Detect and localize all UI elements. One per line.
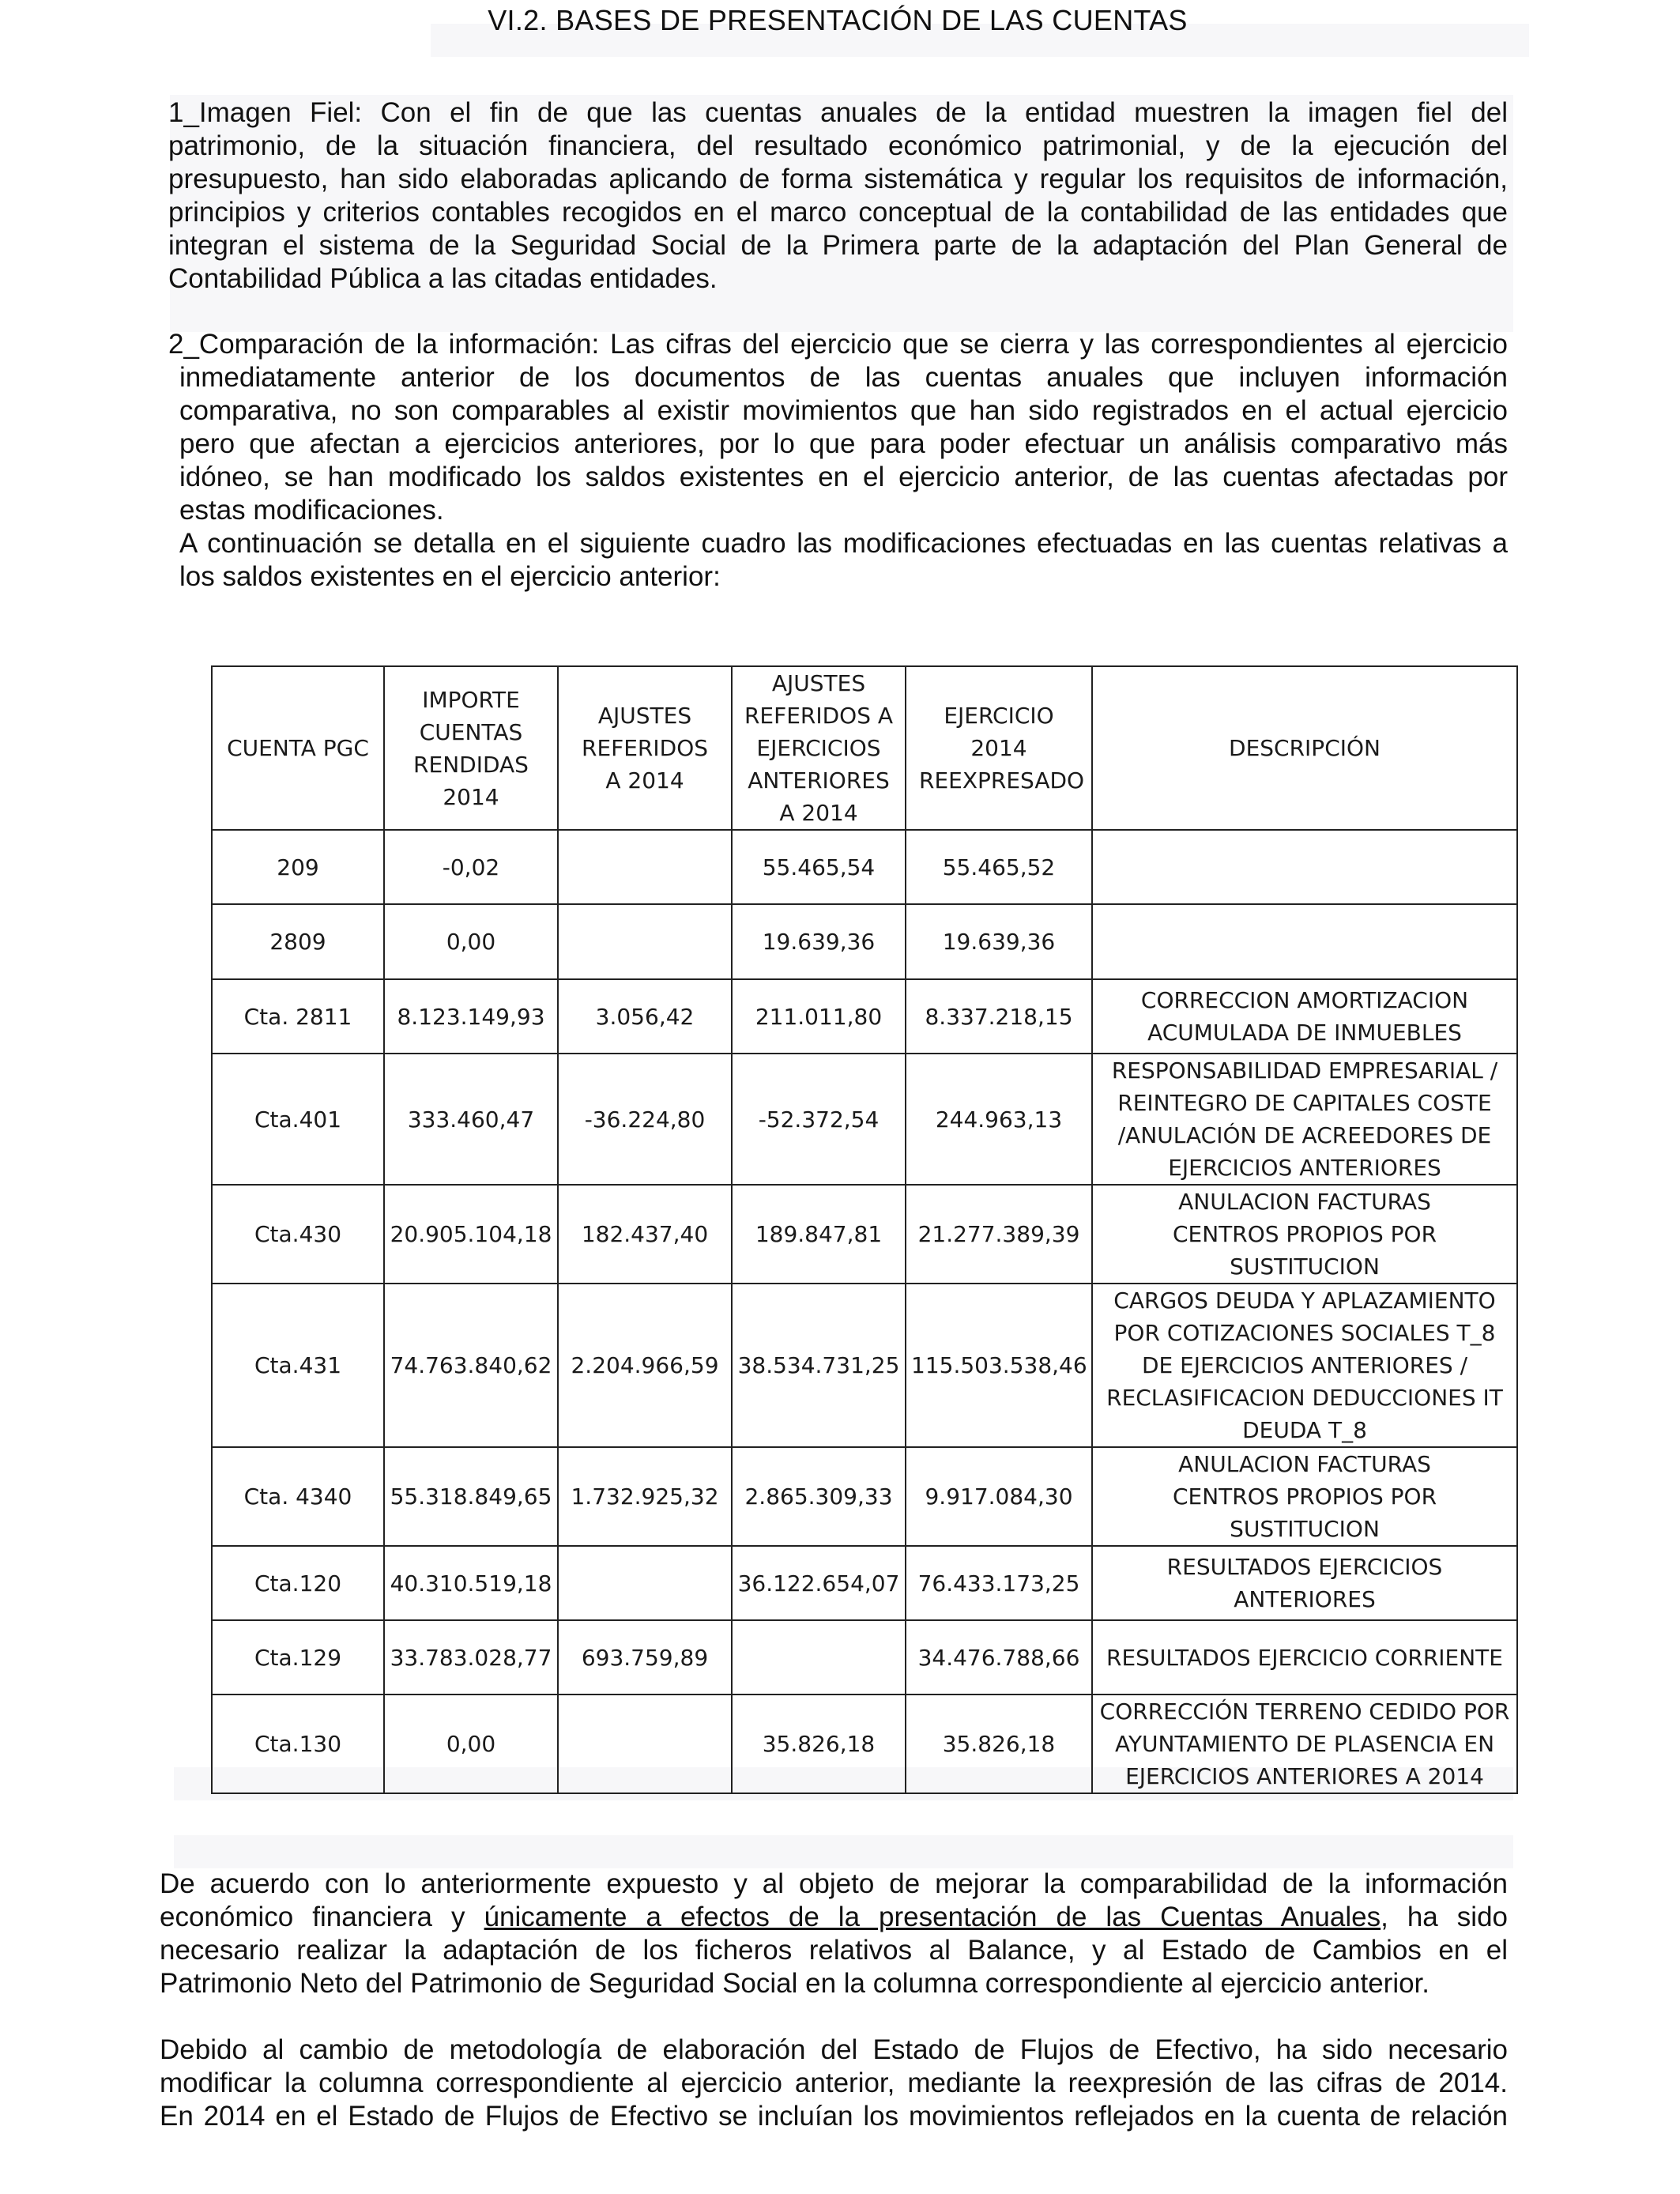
header-ejercicio-reexpresado: EJERCICIO 2014 REEXPRESADO: [906, 666, 1092, 830]
section-title: VI.2. BASES DE PRESENTACIÓN DE LAS CUENTAS: [488, 4, 1188, 36]
table-header-row: [212, 666, 1517, 830]
cell-importe: 74.763.840,62: [384, 1284, 558, 1447]
text-fragment: , ha sido: [1381, 1902, 1508, 1932]
table-row: [212, 1620, 1517, 1695]
cell-reexpresado: 76.433.173,25: [906, 1546, 1092, 1620]
cell-cuenta: Cta. 4340: [212, 1447, 384, 1546]
cell-descripcion: CARGOS DEUDA Y APLAZAMIENTO POR COTIZACIONES SOCIALES T_8 DE EJERCICIOS ANTERIORES / RECLASIFICACION DEDUCCIONES IT DEUDA T_8: [1092, 1284, 1517, 1447]
table-row: [212, 979, 1517, 1054]
cell-ajustes-anteriores: 211.011,80: [732, 979, 906, 1054]
cell-reexpresado: 115.503.538,46: [906, 1284, 1092, 1447]
header-ajustes-2014: AJUSTES REFERIDOS A 2014: [558, 666, 732, 830]
cell-descripcion: RESPONSABILIDAD EMPRESARIAL / REINTEGRO DE CAPITALES COSTE /ANULACIÓN DE ACREEDORES DE EJERCICIOS ANTERIORES: [1092, 1054, 1517, 1185]
text-line: 1_Imagen Fiel: Con el fin de que las cuentas anuales de la entidad muestren la imagen fiel del: [168, 97, 1508, 128]
underlined-text: únicamente a efectos de la presentación de las Cuentas Anuales: [484, 1902, 1381, 1932]
cell-ajustes-2014: [558, 1695, 732, 1793]
text-line: presupuesto, han sido elaboradas aplicando de forma sistemática y regular los requisitos de información,: [168, 164, 1508, 194]
text-line: los saldos existentes en el ejercicio anterior:: [179, 561, 721, 592]
cell-descripcion: ANULACION FACTURAS CENTROS PROPIOS POR SUSTITUCION: [1092, 1447, 1517, 1546]
cell-ajustes-anteriores: -52.372,54: [732, 1054, 906, 1185]
cell-cuenta: 2809: [212, 904, 384, 979]
text-line: idóneo, se han modificado los saldos existentes en el ejercicio anterior, de las cuentas afectadas por: [179, 462, 1508, 492]
cell-cuenta: 209: [212, 830, 384, 904]
cell-descripcion: CORRECCION AMORTIZACION ACUMULADA DE INMUEBLES: [1092, 979, 1517, 1054]
cell-importe: 0,00: [384, 904, 558, 979]
cell-importe: 0,00: [384, 1695, 558, 1793]
cell-importe: 8.123.149,93: [384, 979, 558, 1054]
cell-importe: 55.318.849,65: [384, 1447, 558, 1546]
header-ajustes-anteriores: AJUSTES REFERIDOS A EJERCICIOS ANTERIORES A 2014: [732, 666, 906, 830]
cell-ajustes-2014: 182.437,40: [558, 1185, 732, 1284]
text-line: integran el sistema de la Seguridad Social de la Primera parte de la adaptación del Plan General de: [168, 230, 1508, 261]
adjustments-table: [211, 665, 1518, 1794]
cell-descripcion: ANULACION FACTURAS CENTROS PROPIOS POR SUSTITUCION: [1092, 1185, 1517, 1284]
cell-reexpresado: 244.963,13: [906, 1054, 1092, 1185]
header-importe-cuentas-rendidas: IMPORTE CUENTAS RENDIDAS 2014: [384, 666, 558, 830]
cell-reexpresado: 34.476.788,66: [906, 1620, 1092, 1695]
cell-ajustes-2014: 3.056,42: [558, 979, 732, 1054]
text-line: modificar la columna correspondiente al ejercicio anterior, mediante la reexpresión de las cifras de 2014.: [160, 2068, 1508, 2098]
cell-reexpresado: 55.465,52: [906, 830, 1092, 904]
paragraph-imagen-fiel: [168, 96, 1508, 296]
cell-ajustes-anteriores: 38.534.731,25: [732, 1284, 906, 1447]
table-row: [212, 904, 1517, 979]
cell-ajustes-2014: 693.759,89: [558, 1620, 732, 1695]
cell-cuenta: Cta.120: [212, 1546, 384, 1620]
text-line: Debido al cambio de metodología de elaboración del Estado de Flujos de Efectivo, ha sido necesario: [160, 2034, 1508, 2065]
header-cuenta-pgc: CUENTA PGC: [212, 666, 384, 830]
cell-reexpresado: 9.917.084,30: [906, 1447, 1092, 1546]
text-line: 2_Comparación de la información: Las cifras del ejercicio que se cierra y las correspondientes al ejercicio: [168, 329, 1508, 360]
cell-importe: 40.310.519,18: [384, 1546, 558, 1620]
text-line: [160, 1901, 1508, 1934]
cell-importe: 20.905.104,18: [384, 1185, 558, 1284]
cell-reexpresado: 35.826,18: [906, 1695, 1092, 1793]
cell-importe: 33.783.028,77: [384, 1620, 558, 1695]
text-line: Patrimonio Neto del Patrimonio de Seguridad Social en la columna correspondiente al ejercicio anterior.: [160, 1968, 1430, 1999]
table-row: [212, 1695, 1517, 1793]
table-row: [212, 830, 1517, 904]
cell-reexpresado: 21.277.389,39: [906, 1185, 1092, 1284]
cell-reexpresado: 19.639,36: [906, 904, 1092, 979]
table-row: [212, 1185, 1517, 1284]
cell-descripcion: [1092, 830, 1517, 904]
cell-cuenta: Cta.130: [212, 1695, 384, 1793]
cell-descripcion: RESULTADOS EJERCICIO CORRIENTE: [1092, 1620, 1517, 1695]
cell-ajustes-anteriores: 36.122.654,07: [732, 1546, 906, 1620]
cell-descripcion: CORRECCIÓN TERRENO CEDIDO POR AYUNTAMIENTO DE PLASENCIA EN EJERCICIOS ANTERIORES A 2014: [1092, 1695, 1517, 1793]
text-fragment: económico financiera y: [160, 1902, 484, 1932]
cell-cuenta: Cta.430: [212, 1185, 384, 1284]
cell-importe: 333.460,47: [384, 1054, 558, 1185]
text-line: estas modificaciones.: [179, 495, 444, 526]
cell-cuenta: Cta.401: [212, 1054, 384, 1185]
header-descripcion: DESCRIPCIÓN: [1092, 666, 1517, 830]
cell-ajustes-anteriores: 55.465,54: [732, 830, 906, 904]
cell-ajustes-anteriores: [732, 1620, 906, 1695]
table-row: [212, 1284, 1517, 1447]
text-line: necesario realizar la adaptación de los ficheros relativos al Balance, y al Estado de Cambios en el: [160, 1935, 1508, 1966]
paragraph-comparacion: [168, 328, 1508, 594]
text-line: De acuerdo con lo anteriormente expuesto y al objeto de mejorar la comparabilidad de la información: [160, 1868, 1508, 1899]
text-line: pero que afectan a ejercicios anteriores, por lo que para poder efectuar un análisis comparativo más: [179, 428, 1508, 459]
text-line: Contabilidad Pública a las citadas entidades.: [168, 263, 718, 294]
cell-cuenta: Cta. 2811: [212, 979, 384, 1054]
cell-cuenta: Cta.129: [212, 1620, 384, 1695]
text-line: patrimonio, de la situación financiera, del resultado económico patrimonial, y de la ejecución del: [168, 130, 1508, 161]
cell-ajustes-anteriores: 2.865.309,33: [732, 1447, 906, 1546]
text-line: principios y criterios contables recogidos en el marco conceptual de la contabilidad de las entidades que: [168, 197, 1508, 228]
cell-ajustes-2014: -36.224,80: [558, 1054, 732, 1185]
text-line: inmediatamente anterior de los documentos de las cuentas anuales que incluyen información: [179, 362, 1508, 393]
cell-ajustes-anteriores: 19.639,36: [732, 904, 906, 979]
cell-descripcion: [1092, 904, 1517, 979]
cell-ajustes-2014: [558, 1546, 732, 1620]
cell-descripcion: RESULTADOS EJERCICIOS ANTERIORES: [1092, 1546, 1517, 1620]
shade-band: [174, 1835, 1513, 1868]
cell-ajustes-anteriores: 189.847,81: [732, 1185, 906, 1284]
cell-reexpresado: 8.337.218,15: [906, 979, 1092, 1054]
text-line: comparativa, no son comparables al existir movimientos que han sido registrados en el actual ejercicio: [179, 395, 1508, 426]
table-row: [212, 1447, 1517, 1546]
paragraph-flujos-efectivo: [160, 2034, 1508, 2133]
text-line: En 2014 en el Estado de Flujos de Efectivo se incluían los movimientos reflejados en la cuenta de relación: [160, 2101, 1508, 2132]
cell-ajustes-2014: 1.732.925,32: [558, 1447, 732, 1546]
paragraph-adaptacion: [160, 1868, 1508, 2000]
table-row: [212, 1054, 1517, 1185]
cell-ajustes-2014: [558, 830, 732, 904]
text-line: A continuación se detalla en el siguiente cuadro las modificaciones efectuadas en las cuentas relativas a: [179, 528, 1508, 559]
cell-ajustes-anteriores: 35.826,18: [732, 1695, 906, 1793]
cell-ajustes-2014: [558, 904, 732, 979]
table-row: [212, 1546, 1517, 1620]
cell-importe: -0,02: [384, 830, 558, 904]
cell-ajustes-2014: 2.204.966,59: [558, 1284, 732, 1447]
cell-cuenta: Cta.431: [212, 1284, 384, 1447]
